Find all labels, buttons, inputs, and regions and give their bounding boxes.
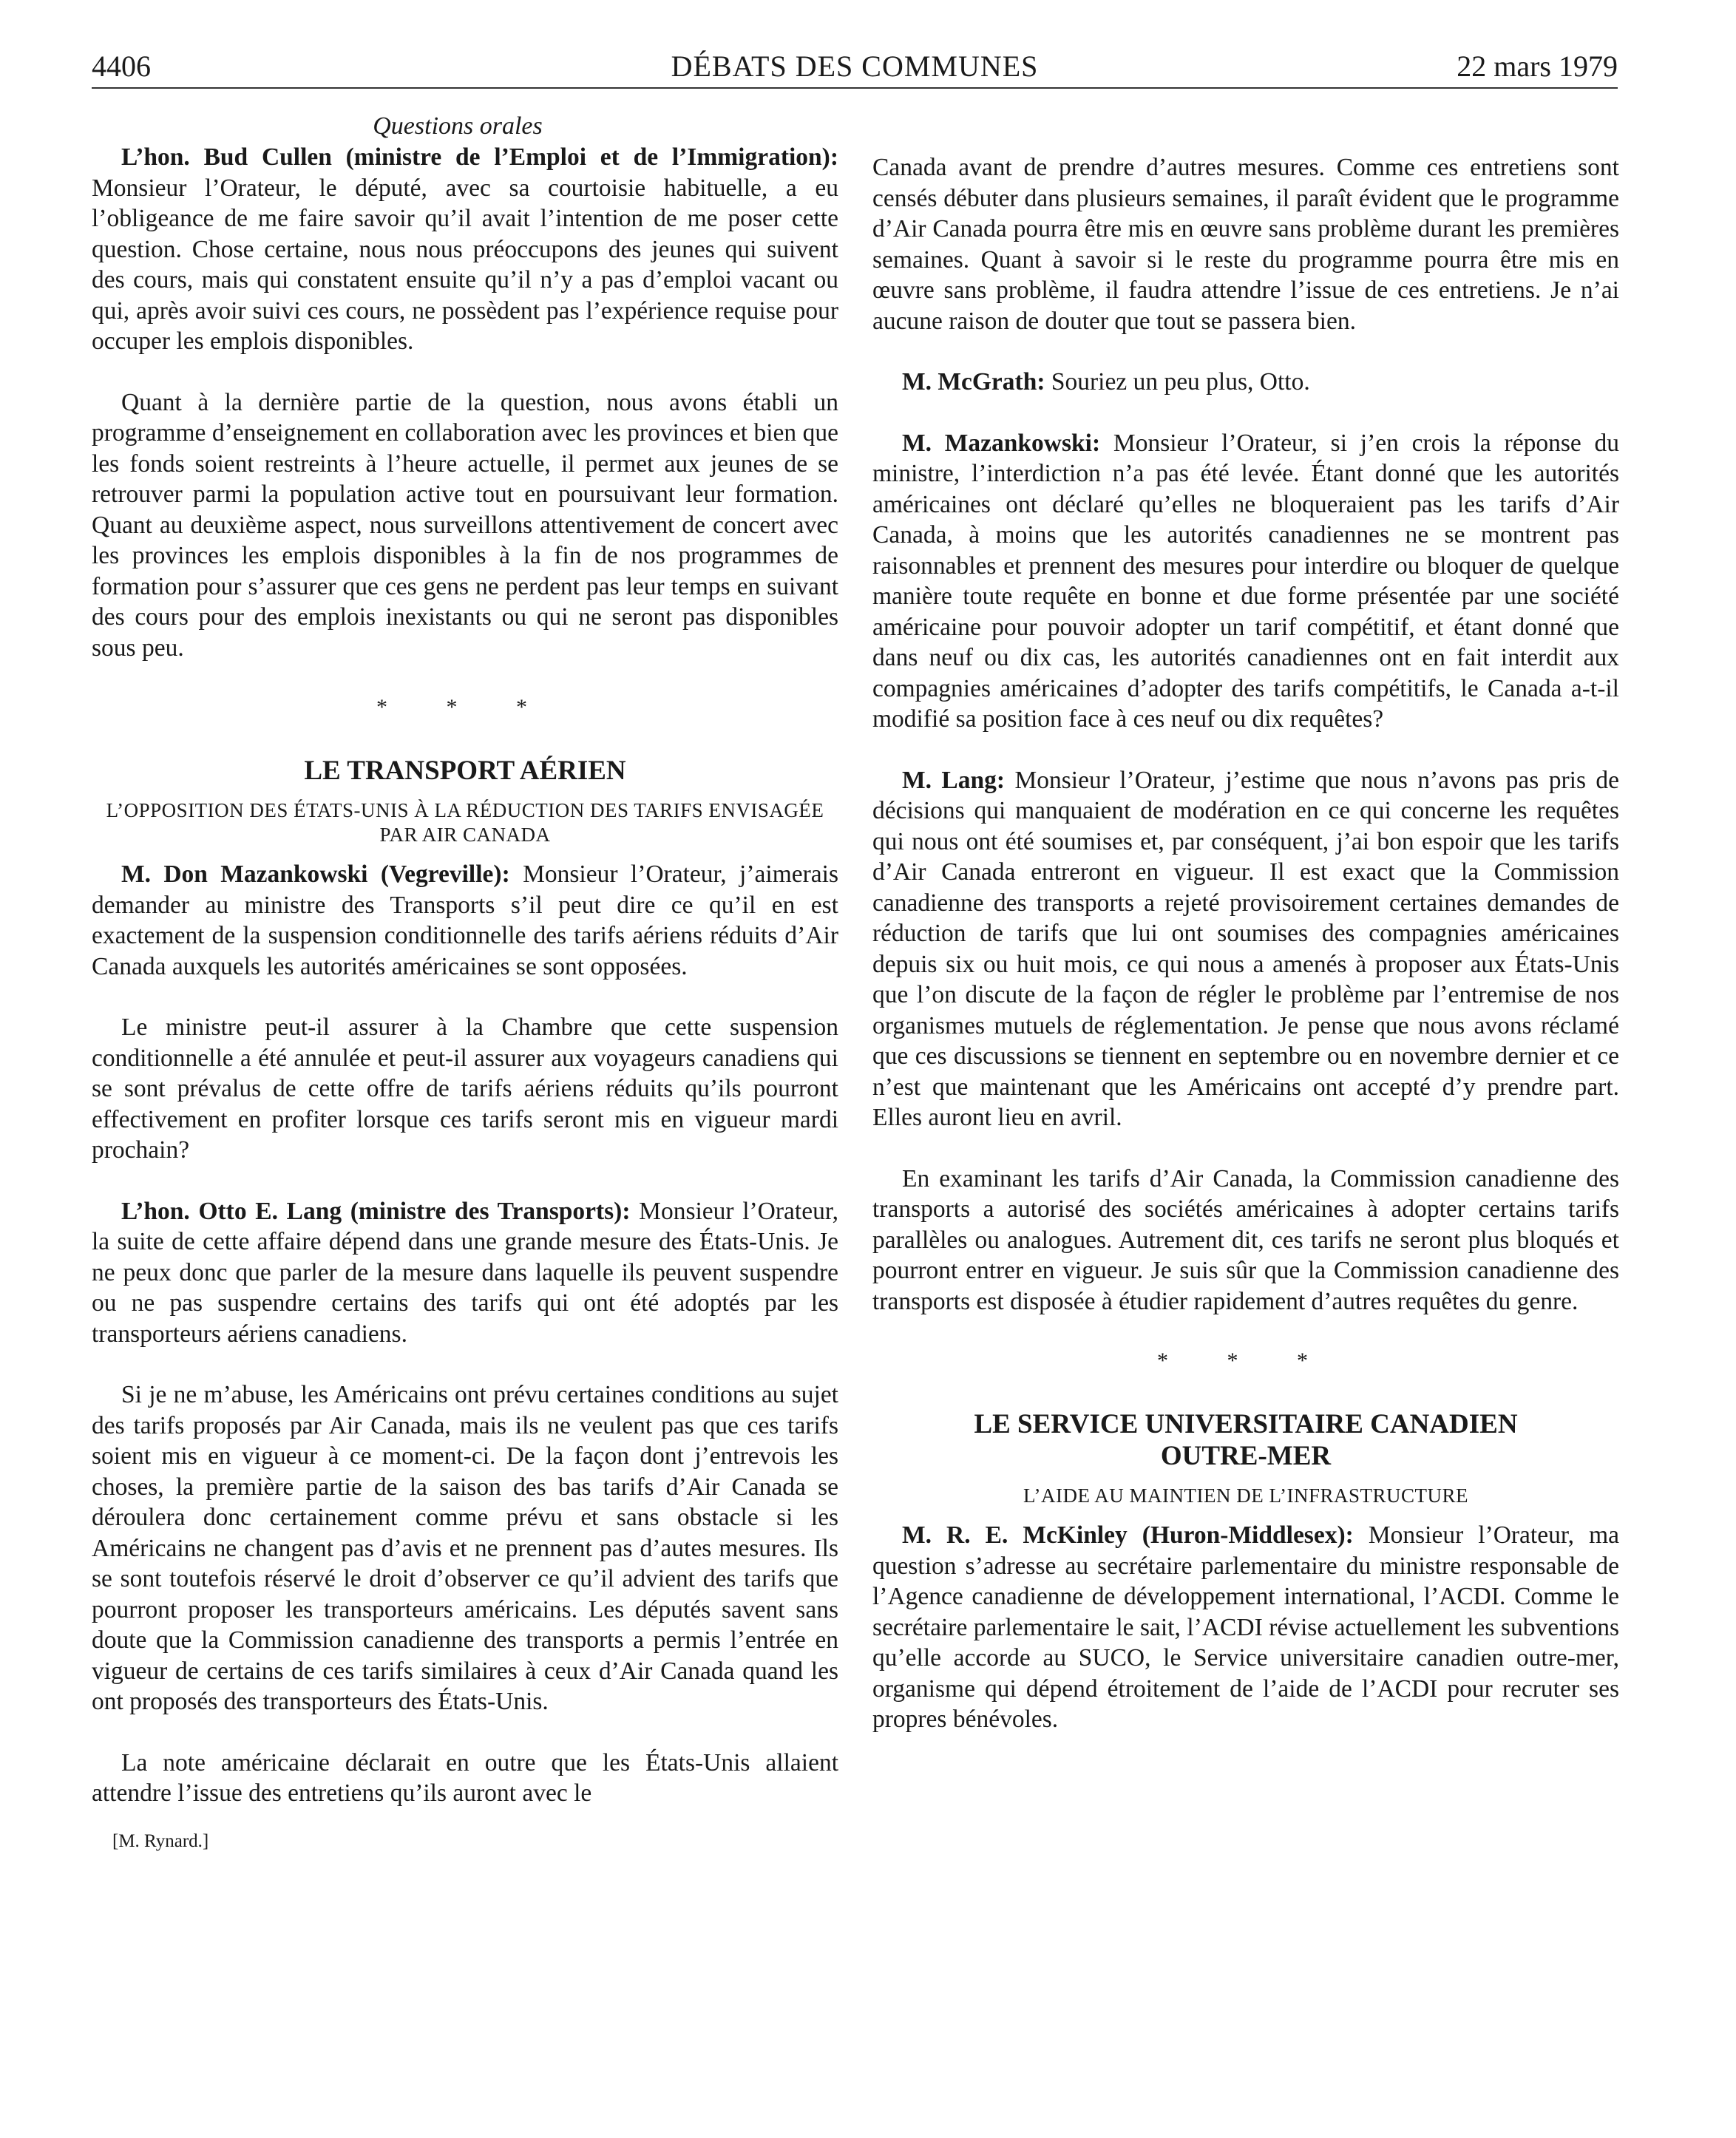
speaker: M. Don Mazankowski (Vegreville):: [121, 861, 510, 888]
journal-title: DÉBATS DES COMMUNES: [671, 50, 1039, 83]
paragraph: [872, 367, 1619, 398]
section-subtitle: L’AIDE AU MAINTIEN DE L’INFRASTRUCTURE: [1023, 1484, 1468, 1507]
speech-text: Monsieur l’Orateur, si j’en crois la réponse du ministre, l’interdiction n’a pas été levée. Étant donné que les autorités américaines ont déclaré qu’elles ne bloqueraient pas les tarifs d’Air Canada, à moins que les autorités canadiennes ne se montrent pas raisonnables et prennent des mesures pour interdire ou bloquer de quelque manière toute requête en bonne et due forme présentée par une société américaine pour pouvoir adopter un tarif compétitif, et étant donné que dans neuf ou dix cas, les autorités canadiennes ont en fait interdit aux compagnies américaines d’adopter des tarifs compétitifs, le Canada a-t-il modifié sa position face à ces neuf ou dix requêtes?: [872, 429, 1620, 733]
page-header: [92, 49, 1618, 90]
section-subtitle: L’OPPOSITION DES ÉTATS-UNIS À LA RÉDUCTION DES TARIFS ENVISAGÉE PAR AIR CANADA: [106, 799, 824, 846]
section-title: [872, 1408, 1619, 1472]
speech-text: Monsieur l’Orateur, ma question s’adresse au secrétaire parlementaire du ministre responsable de l’Agence canadienne de développement international, l’ACDI. Comme le secrétaire parlementaire le sait, l’ACDI révise actuellement les subventions qu’elle accorde au SUCO, le Service universitaire canadien outre-mer, organisme qui dépend étroitement de l’aide de l’ACDI pour recruter ses propres bénévoles.: [872, 1521, 1619, 1733]
speaker: M. Lang:: [902, 766, 1006, 794]
paragraph: Le ministre peut-il assurer à la Chambre que cette suspension conditionnelle a été annulée et peut-il assurer aux voyageurs canadiens qui se sont prévalus de cette offre de tarifs aériens réduits qu’ils pourront effectivement en profiter lorsque ces tarifs seront mis en vigueur mardi prochain?: [92, 1014, 838, 1164]
section-title-line: OUTRE-MER: [1160, 1441, 1332, 1471]
paragraph: La note américaine déclarait en outre que les États-Unis allaient attendre l’issue des entretiens qu’ils auront avec le: [92, 1748, 838, 1807]
page-date: 22 mars 1979: [1457, 50, 1618, 83]
paragraph: [92, 859, 838, 982]
paragraph: Si je ne m’abuse, les Américains ont prévu certaines conditions au sujet des tarifs proposés par Air Canada, mais ils ne veulent pas que ces tarifs soient mis en vigueur à ce moment-ci. De la façon dont j’entrevois les choses, la première partie de la saison des bas tarifs d’Air Canada se déroulera donc certainement comme prévu et sans obstacle si les Américains ne changent pas d’avis et ne prennent pas d’autes mesures. Ils se sont toutefois réservé le droit d’observer ce qu’il advient des tarifs que pourront proposer les transporteurs américains. Les députés savent sans doute que la Commission canadienne des transports a permis l’entrée en vigueur de certains de ces tarifs similaires à ceux d’Air Canada quand les ont proposés des transporteurs des États-Unis.: [92, 1381, 838, 1715]
paragraph: [872, 1520, 1619, 1735]
speech-text: Monsieur l’Orateur, j’aimerais demander au ministre des Transports s’il peut dire ce qu’il en est exactement de la suspension conditionnelle des tarifs aériens réduits d’Air Canada auxquels les autorités américaines se sont opposées.: [92, 861, 838, 980]
paragraph: Canada avant de prendre d’autres mesures. Comme ces entretiens sont censés débuter dans plusieurs semaines, il paraît évident que le programme d’Air Canada pourra être mis en œuvre sans problème durant les premières semaines. Quant à savoir si le reste du programme pourra être mis en œuvre sans problème, il faudra attendre l’issue de ces entretiens. Je n’ai aucune raison de douter que tout se passera bien.: [872, 154, 1619, 335]
speech-text: Monsieur l’Orateur, la suite de cette affaire dépend dans une grande mesure des États-Unis. Je ne peux donc que parler de la mesure dans laquelle ils peuvent suspendre ou ne pas suspendre certains des tarifs qui ont été adoptés par les transporteurs aériens canadiens.: [92, 1197, 839, 1348]
paragraph: [872, 428, 1619, 735]
paragraph: [92, 142, 838, 357]
header-rule: [92, 87, 1618, 89]
section-label: Questions orales: [373, 112, 543, 140]
paragraph: [92, 1196, 838, 1350]
speaker: M. McGrath:: [902, 368, 1045, 396]
speech-text: Souriez un peu plus, Otto.: [1051, 368, 1310, 396]
paragraph: Quant à la dernière partie de la question, nous avons établi un programme d’enseignement en collaboration avec les provinces et bien que les fonds soient restreints à l’heure actuelle, il permet aux jeunes de se retrouver parmi la population active tout en poursuivant leur formation. Quant au deuxième aspect, nous surveillons attentivement de concert avec les provinces les emplois disponibles à la fin de nos programmes de formation pour s’assurer que ces gens ne perdent pas leur temps en suivant des cours pour des emplois inexistants ou qui ne seront pas disponibles sous peu.: [92, 388, 838, 662]
speaker: L’hon. Bud Cullen (ministre de l’Emploi et de l’Immigration):: [121, 143, 838, 171]
paragraph: [872, 765, 1619, 1133]
speaker: M. R. E. McKinley (Huron-Middlesex):: [902, 1521, 1354, 1549]
section-separator: * * *: [1157, 1348, 1335, 1373]
paragraph: En examinant les tarifs d’Air Canada, la Commission canadienne des transports a autorisé des sociétés américaines à adopter certains tarifs parallèles ou analogues. Autrement dit, ces tarifs ne seront plus bloqués et pourront entrer en vigueur. Je suis sûr que la Commission canadienne des transports est disposée à étudier rapidement d’autres requêtes du genre.: [872, 1164, 1619, 1315]
footnote: [M. Rynard.]: [112, 1830, 209, 1851]
section-title-line: LE SERVICE UNIVERSITAIRE CANADIEN: [974, 1409, 1518, 1439]
page-number: 4406: [92, 50, 151, 83]
left-column: [92, 111, 838, 1852]
right-column: [872, 152, 1619, 1735]
section-separator: * * *: [376, 695, 554, 719]
speech-text: Monsieur l’Orateur, le député, avec sa courtoisie habituelle, a eu l’obligeance de me faire savoir qu’il avait l’intention de me poser cette question. Chose certaine, nous nous préoccupons des jeunes qui suivent des cours, mais qui constatent ensuite qu’il n’y a pas d’emploi vacant ou qui, après avoir suivi ces cours, ne possèdent pas l’expérience requise pour occuper les emplois disponibles.: [92, 174, 838, 355]
section-title: LE TRANSPORT AÉRIEN: [304, 756, 626, 786]
speaker: M. Mazankowski:: [902, 429, 1101, 457]
speaker: L’hon. Otto E. Lang (ministre des Transports):: [121, 1197, 631, 1225]
speech-text: Monsieur l’Orateur, j’estime que nous n’avons pas pris de décisions qui manquaient de modération en ce qui concerne les requêtes qui nous ont été soumises et, par conséquent, j’ai bon espoir que les tarifs d’Air Canada entreront en vigueur. Il est exact que la Commission canadienne des transports a rejeté provisoirement certaines demandes de réduction de tarifs que lui ont soumises des compagnies américaines depuis six ou huit mois, ce qui nous a amenés à proposer aux États-Unis que l’on discute de la façon de régler le problème par l’entremise de nos organismes mutuels de réglementation. Je pense que nous avons réclamé que ces discussions se tiennent en septembre ou en novembre dernier et ce n’est que maintenant que les Américains ont accepté d’y prendre part. Elles auront lieu en avril.: [872, 766, 1620, 1131]
